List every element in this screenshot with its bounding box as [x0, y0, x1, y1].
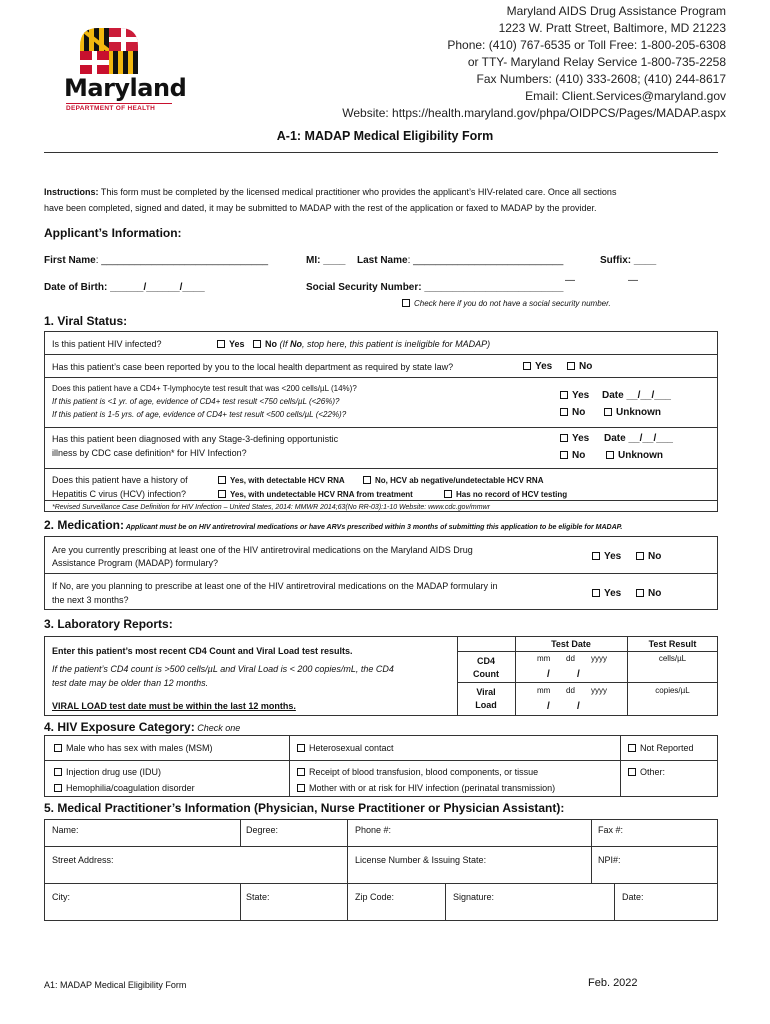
last-name-label: Last Name: [357, 255, 408, 266]
practitioner-date-field[interactable]: Date:: [622, 892, 644, 902]
checkbox-icon: [297, 744, 305, 752]
logo-subtitle: DEPARTMENT OF HEALTH: [66, 105, 156, 112]
yes-label: Yes: [229, 339, 245, 349]
col-divider: [591, 846, 592, 883]
med-q2-line-1: If No, are you planning to prescribe at least one of the HIV antiretroviral medications on the MADAP formulary in: [52, 581, 498, 591]
cd4-dd-hint: dd: [566, 654, 575, 663]
vl-unit: copies/µL: [655, 686, 690, 695]
stage3-unknown[interactable]: [606, 449, 663, 463]
vl-mm-hint: mm: [537, 686, 551, 695]
org-email: Email: Client.Services@maryland.gov: [525, 89, 726, 103]
checkbox-icon: [628, 744, 636, 752]
yes-label: Yes: [604, 588, 622, 599]
cd4-label-line-1: CD4: [476, 656, 495, 666]
vl-date-slash-1[interactable]: /: [547, 701, 550, 712]
row-divider: [44, 883, 718, 884]
exposure-hemophilia[interactable]: Hemophilia/coagulation disorder: [54, 782, 195, 794]
test-result-header: Test Result: [648, 639, 697, 649]
first-name-label: First Name: [44, 255, 96, 266]
checkbox-icon: [604, 408, 612, 416]
dob-field[interactable]: Date of Birth: ______/______/____: [44, 282, 205, 293]
checkbox-icon: [592, 589, 600, 597]
lab-heading: 3. Laboratory Reports:: [44, 617, 173, 631]
row-divider: [44, 354, 718, 355]
unknown-label: Unknown: [618, 450, 663, 461]
vl-yyyy-hint: yyyy: [591, 686, 607, 695]
instructions-line-1: [44, 186, 616, 198]
stage3-date-field[interactable]: Date __/__/___: [604, 433, 673, 444]
maryland-logo: [64, 24, 187, 112]
col-divider: [591, 819, 592, 846]
logo-wordmark: Maryland: [64, 74, 187, 102]
case-reported-question: Has this patient’s case been reported by you to the local health department as required by state law?: [52, 362, 454, 372]
stage3-no[interactable]: [560, 449, 585, 463]
checkbox-icon: [297, 784, 305, 792]
yes-label: Yes: [604, 551, 622, 562]
cd4-yyyy-hint: yyyy: [591, 654, 607, 663]
cd4-question-line-1: Does this patient have a CD4+ T-lymphocyte test result that was <200 cells/µL (14%)?: [52, 384, 357, 393]
row-divider: [44, 427, 718, 428]
cd4-unknown[interactable]: [604, 406, 661, 420]
col-divider: [614, 883, 615, 921]
med-q2-no[interactable]: [636, 587, 661, 601]
first-name-field[interactable]: [44, 254, 268, 268]
title-rule: [44, 152, 718, 153]
unknown-label: Unknown: [616, 407, 661, 418]
cd4-question-line-2: If this patient is <1 yr. of age, evidence of CD4+ test result <750 cells/µL (<26%)?: [52, 397, 340, 406]
viral-load-note: VIRAL LOAD test date must be within the last 12 months.: [52, 701, 296, 711]
test-date-header: Test Date: [551, 639, 591, 649]
practitioner-city-field[interactable]: City:: [52, 892, 70, 902]
cd4-yes[interactable]: [560, 389, 589, 403]
exposure-hetero[interactable]: Heterosexual contact: [297, 742, 394, 754]
maryland-flag-icon: [64, 24, 174, 76]
col-divider: [620, 735, 621, 797]
org-fax: Fax Numbers: (410) 333-2608; (410) 244-8617: [476, 72, 726, 86]
no-label: No: [648, 588, 662, 599]
checkbox-icon: [218, 476, 226, 484]
med-q1-line-1: Are you currently prescribing at least one of the HIV antiretroviral medications on the Maryland AIDS Drug: [52, 545, 473, 555]
footer-form-name: A1: MADAP Medical Eligibility Form: [44, 980, 187, 990]
ssn-field[interactable]: Social Security Number: _________________________: [306, 282, 564, 293]
cd4-date-field[interactable]: Date __/__/___: [602, 390, 671, 401]
practitioner-npi-field[interactable]: NPI#:: [598, 855, 621, 865]
med-q1-line-2: Assistance Program (MADAP) formulary?: [52, 558, 219, 568]
checkbox-icon: [560, 408, 568, 416]
hcv-question-line-2: Hepatitis C virus (HCV) infection?: [52, 489, 187, 499]
instructions-line-2: have been completed, signed and dated, it may be submitted to MADAP with the rest of the application or faxed to MADAP by the provider.: [44, 203, 597, 213]
org-tty: or TTY- Maryland Relay Service 1-800-735-2258: [467, 55, 726, 69]
footer-date: Feb. 2022: [588, 977, 638, 989]
yes-label: Yes: [535, 361, 553, 372]
hiv-infected-question: Is this patient HIV infected?: [52, 339, 162, 349]
checkbox-icon: [628, 768, 636, 776]
first-name-line: : ______________________________: [95, 255, 269, 266]
exposure-not-reported[interactable]: Not Reported: [628, 742, 694, 754]
applicant-heading: Applicant’s Information:: [44, 226, 182, 240]
practitioner-name-field[interactable]: Name:: [52, 825, 79, 835]
case-reported-no[interactable]: [567, 360, 592, 374]
practitioner-phone-field[interactable]: Phone #:: [355, 825, 392, 835]
org-website: Website: https://health.maryland.gov/phpa/OIDPCS/Pages/MADAP.aspx: [342, 106, 726, 120]
med-q2-yes[interactable]: [592, 587, 621, 601]
yes-label: Yes: [572, 433, 590, 444]
checkbox-icon: [253, 340, 261, 348]
ssn-dash-1: —: [565, 275, 575, 286]
hcv-question-line-1: Does this patient have a history of: [52, 475, 188, 485]
row-divider: [457, 682, 718, 683]
med-q2-line-2: the next 3 months?: [52, 595, 129, 605]
stage3-question-line-1: Has this patient been diagnosed with any Stage-3-defining opportunistic: [52, 434, 339, 444]
col-divider: [289, 735, 290, 797]
lab-note-line-2: test date may be older than 12 months.: [52, 678, 209, 688]
no-label: No: [265, 339, 277, 349]
vl-date-slash-2[interactable]: /: [577, 701, 580, 712]
exposure-idu[interactable]: Injection drug use (IDU): [54, 766, 161, 778]
practitioner-state-field[interactable]: State:: [246, 892, 270, 902]
checkbox-icon: [217, 340, 225, 348]
practitioner-zip-field[interactable]: Zip Code:: [355, 892, 395, 902]
checkbox-icon: [54, 744, 62, 752]
medication-heading-row: [44, 516, 622, 534]
no-label: No: [572, 407, 586, 418]
cd4-no[interactable]: [560, 406, 585, 420]
hcv-option-detectable[interactable]: Yes, with detectable HCV RNA: [218, 475, 345, 486]
vl-dd-hint: dd: [566, 686, 575, 695]
checkbox-icon: [560, 434, 568, 442]
exposure-heading: 4. HIV Exposure Category:: [44, 720, 195, 734]
no-label: No: [648, 551, 662, 562]
no-label: No: [579, 361, 593, 372]
cdc-footnote: *Revised Surveillance Case Definition for HIV Infection – United States, 2014: MMWR 2014;63(No RR-03):1-10 Website: www.cdc.gov/mmwr: [52, 504, 490, 511]
checkbox-icon: [54, 784, 62, 792]
stage3-question-line-2: illness by CDC case definition* for HIV Infection?: [52, 448, 247, 458]
checkbox-icon: [363, 476, 371, 484]
cd4-date-slash-2[interactable]: /: [577, 669, 580, 680]
instructions-text-1: This form must be completed by the licensed medical practitioner who provides the applicant’s HIV-related care. Once all sections: [98, 187, 617, 197]
logo-rule: [66, 103, 172, 104]
checkbox-icon: [636, 552, 644, 560]
checkbox-icon: [636, 589, 644, 597]
checkbox-icon: [560, 451, 568, 459]
cd4-question-line-3: If this patient is 1-5 yrs. of age, evidence of CD4+ test result <500 cells/µL (<22%)?: [52, 410, 347, 419]
no-label: No: [572, 450, 586, 461]
cd4-date-slash-1[interactable]: /: [547, 669, 550, 680]
medication-note: Applicant must be on HIV antiretroviral medications or have ARVs prescribed within 3 months of submitting this application to be eligible for MADAP.: [124, 524, 623, 531]
org-name: Maryland AIDS Drug Assistance Program: [506, 4, 726, 18]
col-divider: [347, 819, 348, 846]
practitioner-license-field[interactable]: License Number & Issuing State:: [355, 855, 487, 865]
org-phone: Phone: (410) 767-6535 or Toll Free: 1-800-205-6308: [447, 38, 726, 52]
vl-label-line-2: Load: [475, 700, 497, 710]
checkbox-icon: [523, 362, 531, 370]
no-ssn-checkbox[interactable]: [402, 298, 611, 309]
hcv-option-negative[interactable]: No, HCV ab negative/undetectable HCV RNA: [363, 475, 543, 486]
row-divider: [44, 846, 718, 847]
no-ssn-label: Check here if you do not have a social security number.: [414, 299, 611, 308]
exposure-heading-row: [44, 718, 240, 736]
exposure-blood[interactable]: Receipt of blood transfusion, blood components, or tissue: [297, 766, 538, 778]
exposure-msm[interactable]: Male who has sex with males (MSM): [54, 742, 213, 754]
mi-field[interactable]: MI: ____: [306, 255, 346, 266]
checkbox-icon: [560, 391, 568, 399]
check-one-note: Check one: [194, 723, 241, 733]
row-divider: [44, 760, 718, 761]
case-reported-yes[interactable]: [523, 360, 552, 374]
stage3-yes[interactable]: [560, 432, 589, 446]
checkbox-icon: [606, 451, 614, 459]
practitioner-street-field[interactable]: Street Address:: [52, 855, 114, 865]
cd4-mm-hint: mm: [537, 654, 551, 663]
row-divider: [44, 573, 718, 574]
row-divider: [457, 651, 718, 652]
checkbox-icon: [444, 490, 452, 498]
practitioner-fax-field[interactable]: Fax #:: [598, 825, 624, 835]
practitioner-degree-field[interactable]: Degree:: [246, 825, 279, 835]
hcv-option-treated[interactable]: Yes, with undetectable HCV RNA from treatment: [218, 489, 413, 500]
ssn-dash-2: —: [628, 275, 638, 286]
hiv-infected-no[interactable]: [253, 338, 490, 350]
checkbox-icon: [218, 490, 226, 498]
instructions-label: Instructions:: [44, 187, 99, 197]
org-address: 1223 W. Pratt Street, Baltimore, MD 21223: [498, 21, 726, 35]
practitioner-signature-field[interactable]: Signature:: [453, 892, 495, 902]
lab-instruction: Enter this patient’s most recent CD4 Count and Viral Load test results.: [52, 646, 353, 656]
checkbox-icon: [592, 552, 600, 560]
viral-status-heading: 1. Viral Status:: [44, 314, 128, 328]
form-title: A-1: MADAP Medical Eligibility Form: [276, 129, 494, 143]
last-name-field[interactable]: [357, 254, 563, 268]
medication-heading: 2. Medication:: [44, 518, 125, 532]
hiv-infected-yes[interactable]: [217, 338, 245, 350]
cd4-unit: cells/µL: [658, 654, 687, 663]
ineligible-note: (If No, stop here, this patient is ineligible for MADAP): [277, 339, 491, 349]
exposure-perinatal[interactable]: Mother with or at risk for HIV infection (perinatal transmission): [297, 782, 555, 794]
hcv-option-no-record[interactable]: Has no record of HCV testing: [444, 489, 567, 500]
med-q1-no[interactable]: [636, 550, 661, 564]
yes-label: Yes: [572, 390, 590, 401]
checkbox-icon: [297, 768, 305, 776]
row-divider: [44, 500, 718, 501]
col-divider: [347, 846, 348, 883]
med-q1-yes[interactable]: [592, 550, 621, 564]
exposure-other[interactable]: Other:: [628, 766, 665, 778]
cd4-label-line-2: Count: [473, 669, 499, 679]
lab-note-line-1: If the patient’s CD4 count is >500 cells/µL and Viral Load is < 200 copies/mL, the CD4: [52, 664, 394, 674]
practitioner-heading: 5. Medical Practitioner’s Information (Physician, Nurse Practitioner or Physician Assistant):: [44, 801, 565, 815]
col-divider: [240, 883, 241, 921]
row-divider: [44, 468, 718, 469]
checkbox-icon: [54, 768, 62, 776]
checkbox-icon: [402, 299, 410, 307]
col-divider: [240, 819, 241, 846]
col-divider: [445, 883, 446, 921]
row-divider: [44, 377, 718, 378]
suffix-field[interactable]: Suffix: ____: [600, 255, 657, 266]
vl-label-line-1: Viral: [476, 687, 496, 697]
checkbox-icon: [567, 362, 575, 370]
col-divider: [347, 883, 348, 921]
last-name-line: : ___________________________: [407, 255, 564, 266]
